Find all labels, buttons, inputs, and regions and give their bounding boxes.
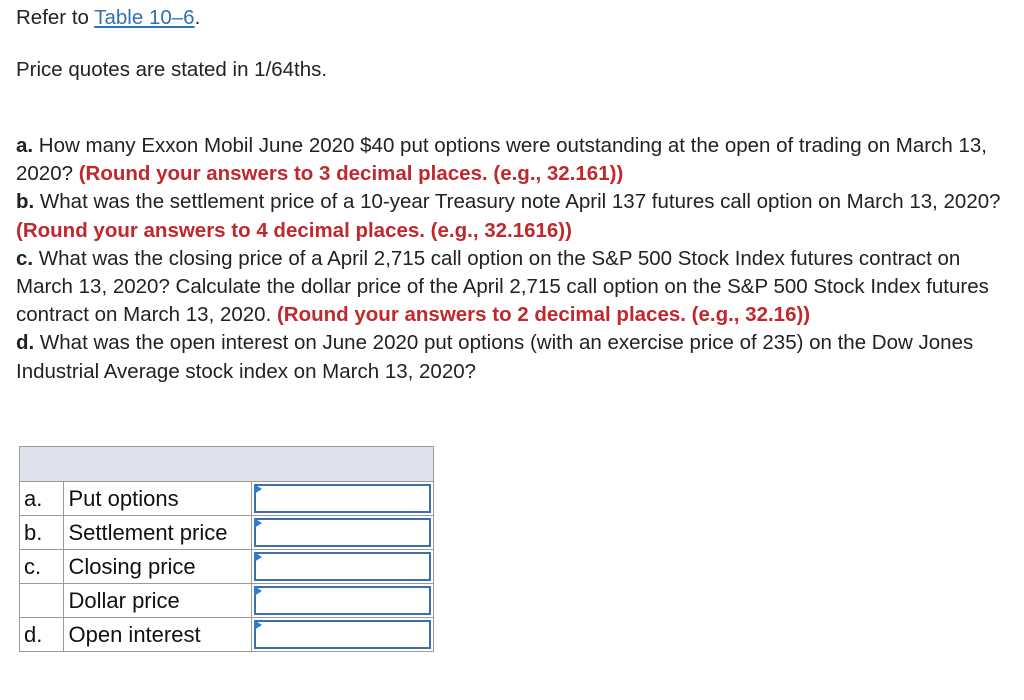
open-interest-input[interactable]: [254, 620, 432, 649]
row-letter: b.: [20, 516, 63, 550]
row-label: Put options: [63, 482, 251, 516]
put-options-input[interactable]: [254, 484, 432, 513]
answer-row-put-options: [20, 482, 433, 516]
answer-table-header: [20, 447, 433, 482]
question-c: [16, 245, 1006, 330]
field-marker-icon: [254, 552, 262, 562]
question-letter: c.: [16, 246, 34, 270]
answer-row-closing-price: [20, 550, 433, 584]
dollar-price-input[interactable]: [254, 586, 432, 615]
row-letter: [20, 584, 63, 618]
question-text: What was the closing price of a April 2,715 call option on the S&P 500 Stock Index futures contract on March 13, 2020? Calculate the dollar price of the April 2,715 call option on the S&P 500 Stock Index futures contract on March 13, 2020.: [16, 246, 989, 327]
rounding-instruction: (Round your answers to 2 decimal places. (e.g., 32.16)): [276, 303, 811, 327]
question-letter: a.: [16, 134, 34, 157]
field-marker-icon: [254, 586, 262, 596]
answer-cell: [251, 584, 433, 618]
field-marker-icon: [254, 620, 262, 630]
answer-row-open-interest: [20, 618, 433, 652]
question-text: What was the open interest on June 2020 put options (with an exercise price of 235) on the Dow Jones Industrial Average stock index on March 13, 2020?: [16, 331, 974, 383]
row-letter: c.: [20, 550, 63, 584]
question-list: [16, 132, 1006, 386]
refer-suffix: .: [194, 6, 201, 29]
field-marker-icon: [254, 484, 262, 494]
answer-row-settlement-price: [20, 516, 433, 550]
answer-table: [19, 446, 434, 652]
row-label: Open interest: [63, 618, 251, 652]
row-letter: d.: [20, 618, 63, 652]
field-marker-icon: [254, 518, 262, 528]
answer-cell: [251, 550, 433, 584]
question-text: What was the settlement price of a 10-year Treasury note April 137 futures call option on March 13, 2020?: [34, 190, 1001, 214]
row-label: Closing price: [63, 550, 251, 584]
question-b: [16, 188, 1006, 244]
answer-cell: [251, 618, 433, 652]
answer-cell: [251, 516, 433, 550]
row-label: Dollar price: [63, 584, 251, 618]
closing-price-input[interactable]: [254, 552, 432, 581]
question-letter: b.: [16, 190, 35, 214]
refer-prefix: Refer to: [16, 6, 95, 29]
answer-grid: [20, 482, 433, 651]
row-letter: a.: [20, 482, 63, 516]
answer-cell: [251, 482, 433, 516]
question-text: How many Exxon Mobil June 2020 $40 put options were outstanding at the open of trading on March 13, 2020?: [16, 134, 987, 186]
question-d: [16, 329, 1006, 385]
question-letter: d.: [16, 331, 35, 355]
question-a: [16, 132, 1006, 188]
rounding-instruction: (Round your answers to 3 decimal places. (e.g., 32.161)): [78, 162, 624, 186]
price-quote-note: Price quotes are stated in 1/64ths.: [16, 58, 328, 81]
row-label: Settlement price: [63, 516, 251, 550]
settlement-price-input[interactable]: [254, 518, 432, 547]
rounding-instruction: (Round your answers to 4 decimal places. (e.g., 32.1616)): [16, 218, 572, 242]
table-link[interactable]: Table 10–6: [94, 6, 195, 29]
answer-row-dollar-price: [20, 584, 433, 618]
refer-line: [16, 4, 200, 32]
